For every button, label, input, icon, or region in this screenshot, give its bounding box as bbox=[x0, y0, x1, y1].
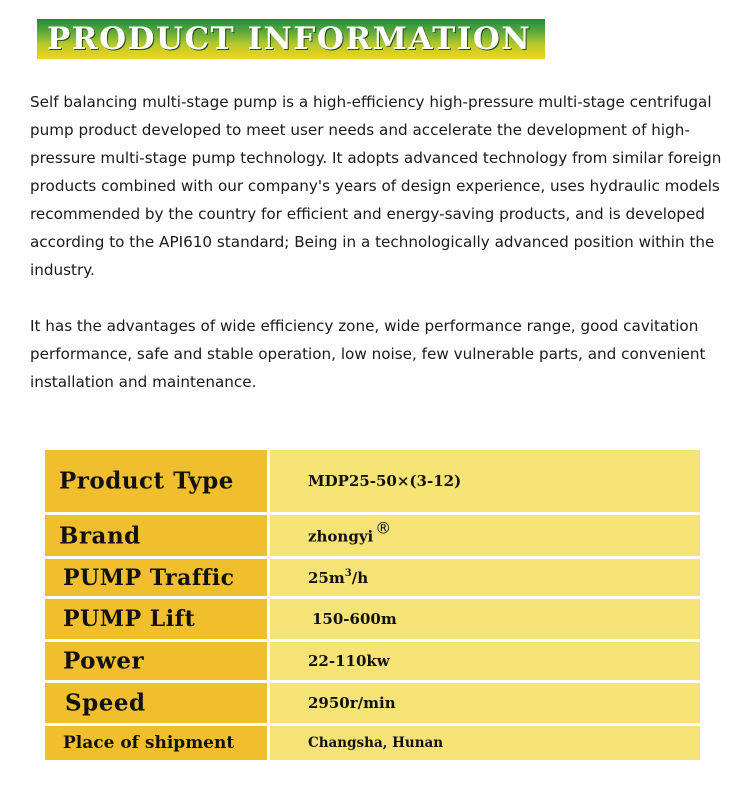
spec-label: Product Type bbox=[59, 467, 234, 495]
page-title: PRODUCT INFORMATION bbox=[47, 21, 532, 57]
spec-label-cell bbox=[45, 599, 267, 639]
spec-row-lift bbox=[45, 599, 700, 639]
traffic-value-superscript: 3 bbox=[344, 567, 352, 579]
spec-value-cell bbox=[270, 726, 700, 760]
spec-value: 150-600m bbox=[312, 610, 397, 628]
spec-row-shipment bbox=[45, 726, 700, 760]
spec-label: Speed bbox=[65, 689, 146, 717]
spec-value-cell bbox=[270, 515, 700, 556]
spec-label-cell bbox=[45, 683, 267, 723]
spec-row-brand bbox=[45, 515, 700, 556]
traffic-value-number: 25m bbox=[308, 568, 345, 587]
spec-row-traffic bbox=[45, 559, 700, 596]
spec-value-cell bbox=[270, 450, 700, 512]
spec-row-product-type bbox=[45, 450, 700, 512]
spec-value: 2950r/min bbox=[308, 694, 396, 712]
spec-label-cell bbox=[45, 450, 267, 512]
spec-value bbox=[308, 518, 392, 545]
brand-name: zhongyi bbox=[308, 527, 374, 545]
spec-label: Place of shipment bbox=[63, 733, 235, 753]
spec-label-cell bbox=[45, 559, 267, 596]
spec-value: 22-110kw bbox=[308, 652, 390, 670]
spec-value: MDP25-50×(3-12) bbox=[308, 472, 462, 490]
spec-value bbox=[308, 569, 368, 587]
spec-table bbox=[45, 450, 700, 760]
spec-value-cell bbox=[270, 683, 700, 723]
spec-label: PUMP Lift bbox=[63, 606, 196, 632]
description-paragraph-1: Self balancing multi-stage pump is a high-efficiency high-pressure multi-stage centrifugal pump product developed to meet user needs and accelerate the development of high-pressure multi-stage pump technology. It adopts advanced technology from similar foreign products combined with our company's years of design experience, uses hydraulic models recommended by the country for efficient and energy-saving products, and is developed according to the API610 standard; Being in a technologically advanced position within the industry. bbox=[30, 93, 722, 279]
spec-value-cell bbox=[270, 559, 700, 596]
spec-label-cell bbox=[45, 515, 267, 556]
traffic-value-unit: /h bbox=[351, 568, 369, 587]
spec-label: Brand bbox=[59, 522, 141, 549]
registered-mark: ® bbox=[375, 518, 392, 537]
description-paragraph-2: It has the advantages of wide efficiency zone, wide performance range, good cavitation performance, safe and stable operation, low noise, few vulnerable parts, and convenient installation and maintenance. bbox=[30, 317, 706, 391]
spec-value-cell bbox=[270, 599, 700, 639]
spec-value: Changsha, Hunan bbox=[308, 735, 444, 751]
spec-row-power bbox=[45, 642, 700, 680]
spec-label-cell bbox=[45, 642, 267, 680]
spec-label-cell bbox=[45, 726, 267, 760]
spec-label: PUMP Traffic bbox=[63, 564, 235, 591]
header-banner bbox=[37, 19, 545, 59]
spec-label: Power bbox=[63, 647, 145, 675]
spec-value-cell bbox=[270, 642, 700, 680]
spec-row-speed bbox=[45, 683, 700, 723]
